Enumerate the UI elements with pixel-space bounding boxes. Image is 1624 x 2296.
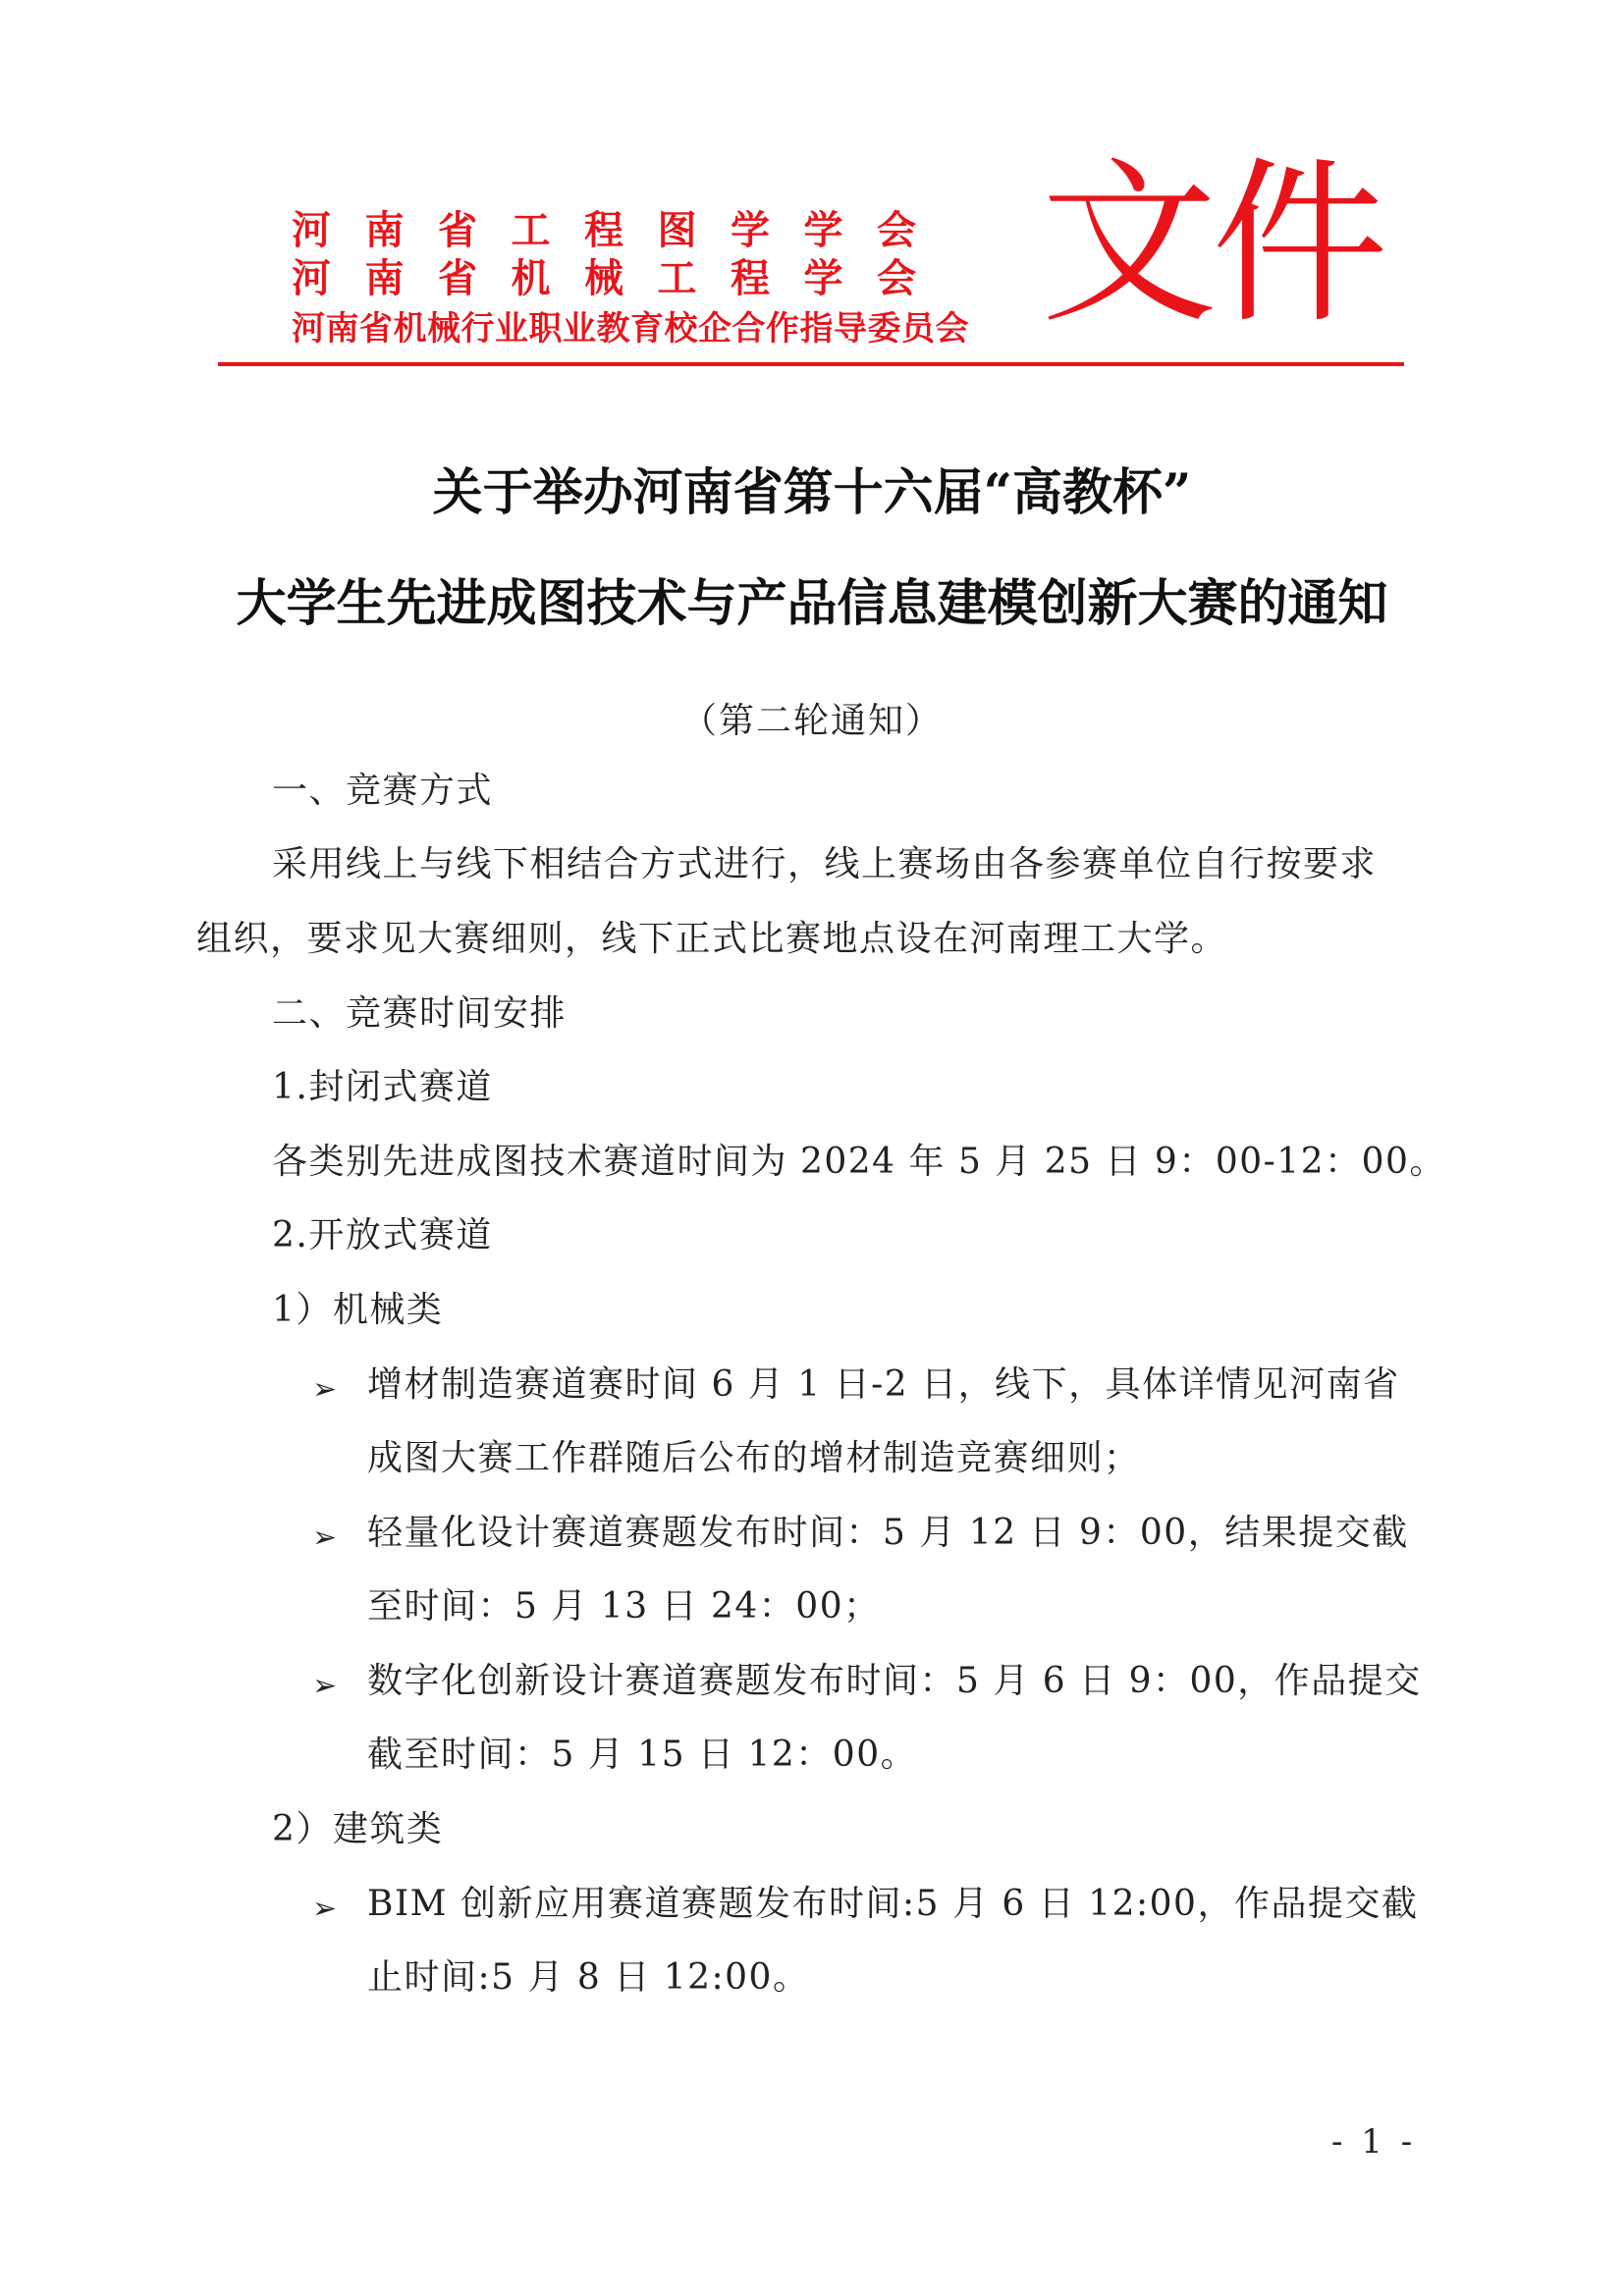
bullet-arrow-icon: ➢ xyxy=(312,1669,338,1703)
page-number: - 1 - xyxy=(1331,2122,1417,2162)
closed-track-schedule: 各类别先进成图技术赛道时间为 2024 年 5 月 25 日 9：00-12：00。 xyxy=(272,1142,1446,1182)
page-title-line-1: 关于举办河南省第十六届“高教杯” xyxy=(432,463,1192,522)
bim-innovation-line-2: 止时间:5 月 8 日 12:00。 xyxy=(367,1957,810,1998)
org-name-vocational-education-committee: 河南省机械行业职业教育校企合作指导委员会 xyxy=(292,309,969,348)
bullet-arrow-icon: ➢ xyxy=(312,1372,338,1407)
lightweight-design-line-2: 至时间：5 月 13 日 24：00； xyxy=(367,1586,881,1627)
page-title-line-2: 大学生先进成图技术与产品信息建模创新大赛的通知 xyxy=(236,574,1388,633)
lightweight-design-line-1: 轻量化设计赛道赛题发布时间：5 月 12 日 9：00，结果提交截 xyxy=(367,1513,1409,1553)
bullet-arrow-icon: ➢ xyxy=(312,1521,338,1555)
section-1-paragraph-line-1: 采用线上与线下相结合方式进行，线上赛场由各参赛单位自行按要求 xyxy=(272,844,1378,884)
header-red-rule xyxy=(218,362,1404,366)
section-2-heading: 二、竞赛时间安排 xyxy=(272,993,568,1034)
mechanical-category-heading: 1）机械类 xyxy=(272,1290,444,1330)
additive-manufacturing-line-2: 成图大赛工作群随后公布的增材制造竞赛细则； xyxy=(367,1438,1141,1478)
section-1-paragraph-line-2: 组织，要求见大赛细则，线下正式比赛地点设在河南理工大学。 xyxy=(196,919,1228,959)
org-name-engineering-graphics-society: 河南省工程图学学会 xyxy=(292,207,950,253)
section-1-heading: 一、竞赛方式 xyxy=(272,771,494,811)
org-name-mechanical-engineering-society: 河南省机械工程学会 xyxy=(292,255,950,301)
bullet-arrow-icon: ➢ xyxy=(312,1892,338,1926)
notice-round-subtitle: （第二轮通知） xyxy=(680,701,943,741)
architecture-category-heading: 2）建筑类 xyxy=(272,1809,444,1849)
open-track-heading: 2.开放式赛道 xyxy=(272,1215,493,1255)
closed-track-heading: 1.封闭式赛道 xyxy=(272,1067,493,1107)
digital-innovation-design-line-1: 数字化创新设计赛道赛题发布时间：5 月 6 日 9：00，作品提交 xyxy=(367,1661,1422,1701)
bim-innovation-line-1: BIM 创新应用赛道赛题发布时间:5 月 6 日 12:00，作品提交截 xyxy=(367,1884,1419,1924)
additive-manufacturing-line-1: 增材制造赛道赛时间 6 月 1 日-2 日，线下，具体详情见河南省 xyxy=(367,1364,1400,1405)
digital-innovation-design-line-2: 截至时间：5 月 15 日 12：00。 xyxy=(367,1735,918,1775)
document-label: 文件 xyxy=(1041,142,1383,347)
document-header xyxy=(0,0,1624,383)
